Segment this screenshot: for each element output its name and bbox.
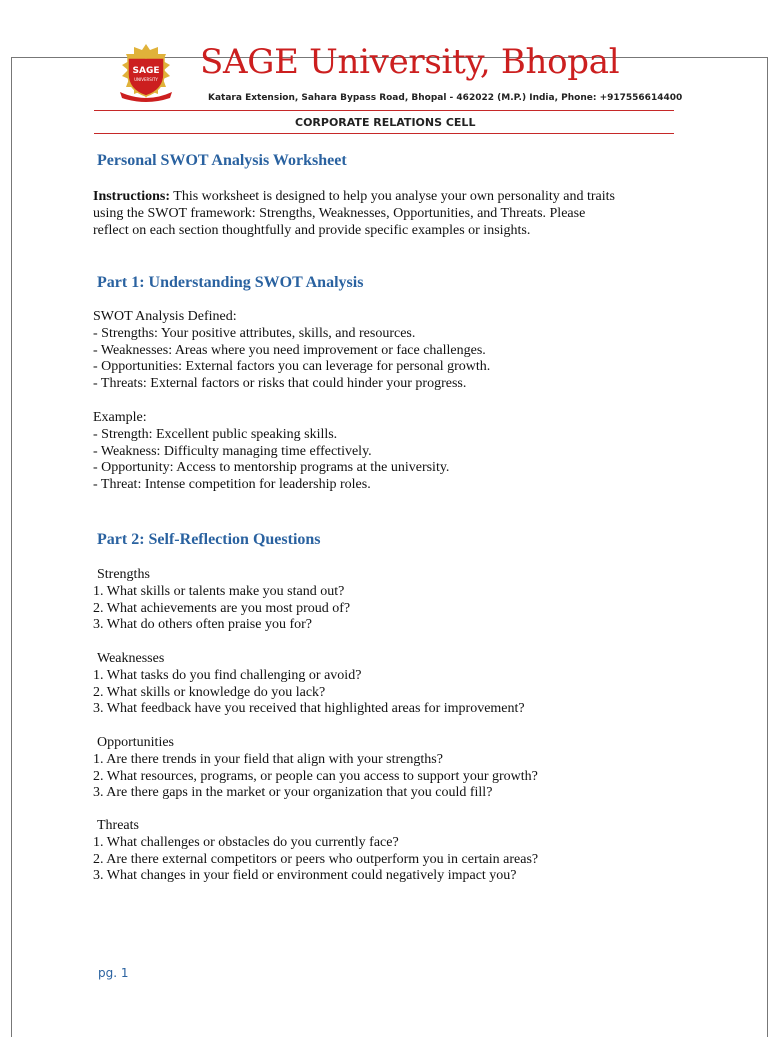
question-line: 3. What changes in your field or environment could negatively impact you? [93,868,517,884]
opportunities-section [93,735,538,802]
definition-line: - Opportunities: External factors you can leverage for personal growth. [93,359,491,375]
swot-definitions [93,309,490,393]
instructions-label: Instructions: [93,189,171,204]
instructions-line: using the SWOT framework: Strengths, Weaknesses, Opportunities, and Threats. Please [93,205,586,221]
example-line: - Threat: Intense competition for leadership roles. [93,477,371,493]
university-address: Katara Extension, Sahara Bypass Road, Bhopal - 462022 (M.P.) India, Phone: +917556614400 [208,93,683,103]
example-line: - Opportunity: Access to mentorship programs at the university. [93,460,450,476]
instructions-line: This worksheet is designed to help you analyse your own personality and traits [170,189,615,204]
threats-section [93,818,538,885]
question-line: 1. What tasks do you find challenging or avoid? [93,667,362,683]
department-text: CORPORATE RELATIONS CELL [295,116,476,129]
logo-subtext: UNIVERSITY [134,77,158,82]
question-line: 3. Are there gaps in the market or your organization that you could fill? [93,785,493,801]
question-line: 2. What achievements are you most proud of? [93,600,351,616]
question-line: 1. What skills or talents make you stand out? [93,583,345,599]
swot-example [93,410,449,494]
definition-line: - Strengths: Your positive attributes, skills, and resources. [93,325,416,341]
question-line: 2. What resources, programs, or people can you access to support your growth? [93,768,538,784]
university-name: SAGE University, Bhopal [200,42,620,82]
part2-title: Part 2: Self-Reflection Questions [97,531,321,548]
question-line: 1. What challenges or obstacles do you currently face? [93,834,399,850]
instructions-paragraph [93,189,693,239]
question-line: 1. Are there trends in your field that align with your strengths? [93,751,443,767]
question-line: 2. Are there external competitors or peers who outperform you in certain areas? [93,851,539,867]
question-line: 2. What skills or knowledge do you lack? [93,684,326,700]
instructions-line: reflect on each section thoughtfully and provide specific examples or insights. [93,222,531,238]
section-heading-weaknesses: Weaknesses [97,651,165,666]
worksheet-title: Personal SWOT Analysis Worksheet [97,152,347,169]
section-heading-strengths: Strengths [97,567,150,582]
definition-line: SWOT Analysis Defined: [93,309,237,324]
question-line: 3. What feedback have you received that highlighted areas for improvement? [93,701,525,717]
definition-line: - Threats: External factors or risks that could hinder your progress. [93,376,467,392]
definition-line: - Weaknesses: Areas where you need improvement or face challenges. [93,342,486,358]
logo-text: SAGE [132,66,160,76]
section-heading-threats: Threats [97,818,139,833]
example-line: Example: [93,410,147,425]
example-line: - Strength: Excellent public speaking skills. [93,426,338,442]
example-line: - Weakness: Difficulty managing time effectively. [93,443,372,459]
section-heading-opportunities: Opportunities [97,735,174,750]
university-logo [114,42,178,102]
header-rule-top [94,110,674,111]
part1-title: Part 1: Understanding SWOT Analysis [97,274,364,291]
header-rule-bottom [94,133,674,134]
question-line: 3. What do others often praise you for? [93,617,313,633]
weaknesses-section [93,651,525,718]
page-number: pg. 1 [98,966,129,980]
strengths-section [93,567,350,634]
